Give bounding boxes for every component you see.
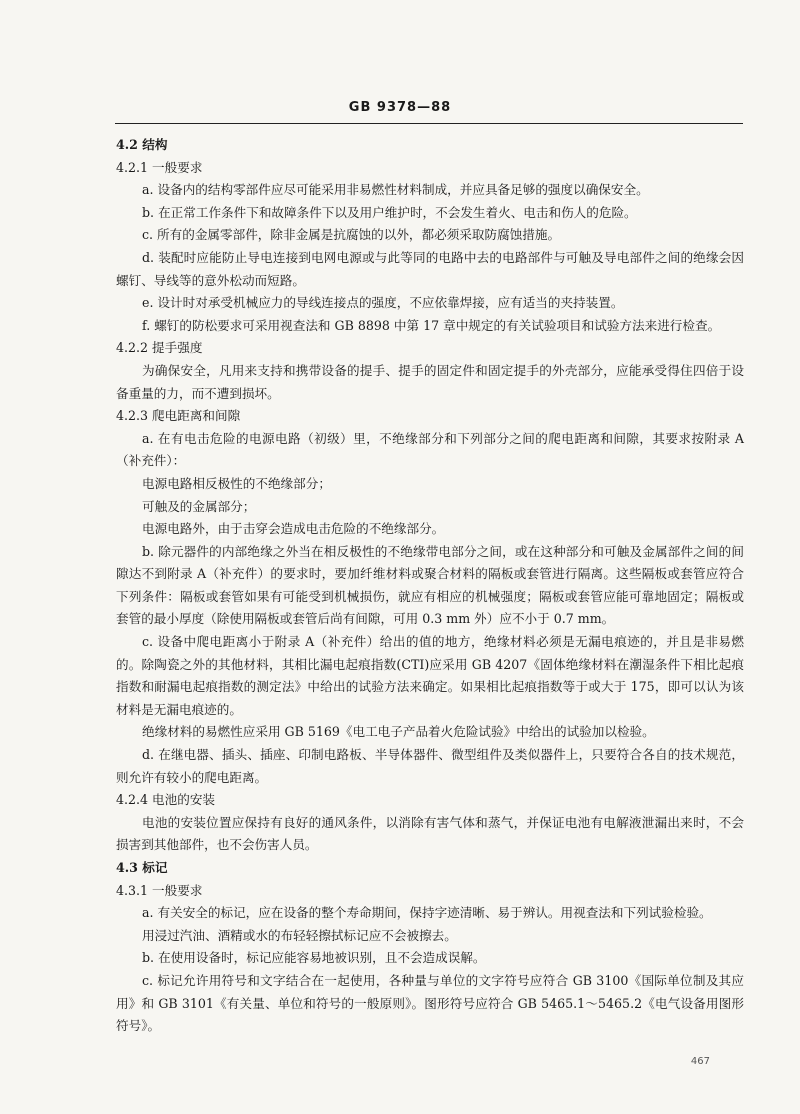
paragraph: c. 设备中爬电距离小于附录 A（补充件）给出的值的地方，绝缘材料必须是无漏电痕迹的，并且是非易燃的。除陶瓷之外的其他材料，其相比漏电起痕指数(CTI)应采用 GB 4207《固体绝缘材料在潮湿条件下相比起痕指数和耐漏电起痕指数的测定法》中给出的试验方法来确定。如果相比起痕指数等于或大于 175，即可以认为该材料是无漏电痕迹的。 <box>116 634 744 717</box>
list-item: 电源电路外，由于击穿会造成电击危险的不绝缘部分。 <box>142 521 445 537</box>
subsection-heading: 4.3.1 一般要求 <box>116 882 203 898</box>
paragraph: b. 除元器件的内部绝缘之外当在相反极性的不绝缘带电部分之间，或在这种部分和可触及金属部件之间的间隙达不到附录 A（补充件）的要求时，要加纤维材料或聚合材料的隔板或套管进行隔离。这些隔板或套管应符合下列条件：隔板或套管如果有可能受到机械损伤，就应有相应的机械强度；隔板或套管应能可靠地固定；隔板或套管的最小厚度（除使用隔板或套管后尚有间隙，可用 0.3 mm 外）应不小于 0.7 mm。 <box>116 543 744 627</box>
subsection-heading: 4.2.2 提手强度 <box>116 340 203 356</box>
document-body <box>116 134 744 1038</box>
paragraph: c. 所有的金属零部件，除非金属是抗腐蚀的以外，都必须采取防腐蚀措施。 <box>142 227 561 243</box>
subsection-heading: 4.2.4 电池的安装 <box>116 792 216 808</box>
paragraph: f. 螺钉的防松要求可采用视查法和 GB 8898 中第 17 章中规定的有关试验项目和试验方法来进行检查。 <box>142 317 721 333</box>
standard-number-header: GB 9378—88 <box>348 100 452 115</box>
paragraph: d. 在继电器、插头、插座、印制电路板、半导体器件、微型组件及类似器件上，只要符合各自的技术规范，则允许有较小的爬电距离。 <box>116 747 744 785</box>
paragraph: b. 在正常工作条件下和故障条件下以及用户维护时，不会发生着火、电击和伤人的危险。 <box>142 204 637 220</box>
subsection-heading: 4.2.3 爬电距离和间隙 <box>116 408 241 424</box>
paragraph: e. 设计时对承受机械应力的导线连接点的强度，不应依靠焊接，应有适当的夹持装置。 <box>142 295 624 311</box>
paragraph: d. 装配时应能防止导电连接到电网电源或与此等同的电路中去的电路部件与可触及导电部件之间的绝缘会因螺钉、导线等的意外松动而短路。 <box>116 249 744 288</box>
section-heading: 4.3 标记 <box>116 860 168 875</box>
paragraph: c. 标记允许用符号和文字结合在一起使用，各种量与单位的文字符号应符合 GB 3100《国际单位制及其应用》和 GB 3101《有关量、单位和符号的一般原则》。图形符号应符合 GB 5465.1～5465.2《电气设备用图形符号》。 <box>116 972 744 1034</box>
paragraph: b. 在使用设备时，标记应能容易地被识别，且不会造成误解。 <box>142 950 486 966</box>
paragraph: a. 在有电击危险的电源电路（初级）里，不绝缘部分和下列部分之间的爬电距离和间隙，其要求按附录 A（补充件）： <box>116 430 744 469</box>
page-number: 467 <box>690 1056 710 1067</box>
paragraph: a. 设备内的结构零部件应尽可能采用非易燃性材料制成，并应具备足够的强度以确保安全。 <box>142 182 649 198</box>
paragraph: 为确保安全，凡用来支持和携带设备的提手、提手的固定件和固定提手的外壳部分，应能承受得住四倍于设备重量的力，而不遭到损坏。 <box>116 362 744 401</box>
section-heading: 4.2 结构 <box>116 137 168 152</box>
paragraph: 用浸过汽油、酒精或水的布轻轻擦拭标记应不会被擦去。 <box>142 927 457 943</box>
paragraph: a. 有关安全的标记，应在设备的整个寿命期间，保持字迹清晰、易于辨认。用视查法和下列试验检验。 <box>142 905 712 921</box>
subsection-heading: 4.2.1 一般要求 <box>116 159 203 175</box>
list-item: 可触及的金属部分； <box>142 498 256 514</box>
paragraph: 绝缘材料的易燃性应采用 GB 5169《电工电子产品着火危险试验》中给出的试验加以检验。 <box>142 724 655 740</box>
header-rule <box>115 123 743 124</box>
paragraph: 电池的安装位置应保持有良好的通风条件，以消除有害气体和蒸气，并保证电池有电解液泄漏出来时，不会损害到其他部件，也不会伤害人员。 <box>116 814 744 853</box>
list-item: 电源电路相反极性的不绝缘部分； <box>142 475 331 491</box>
